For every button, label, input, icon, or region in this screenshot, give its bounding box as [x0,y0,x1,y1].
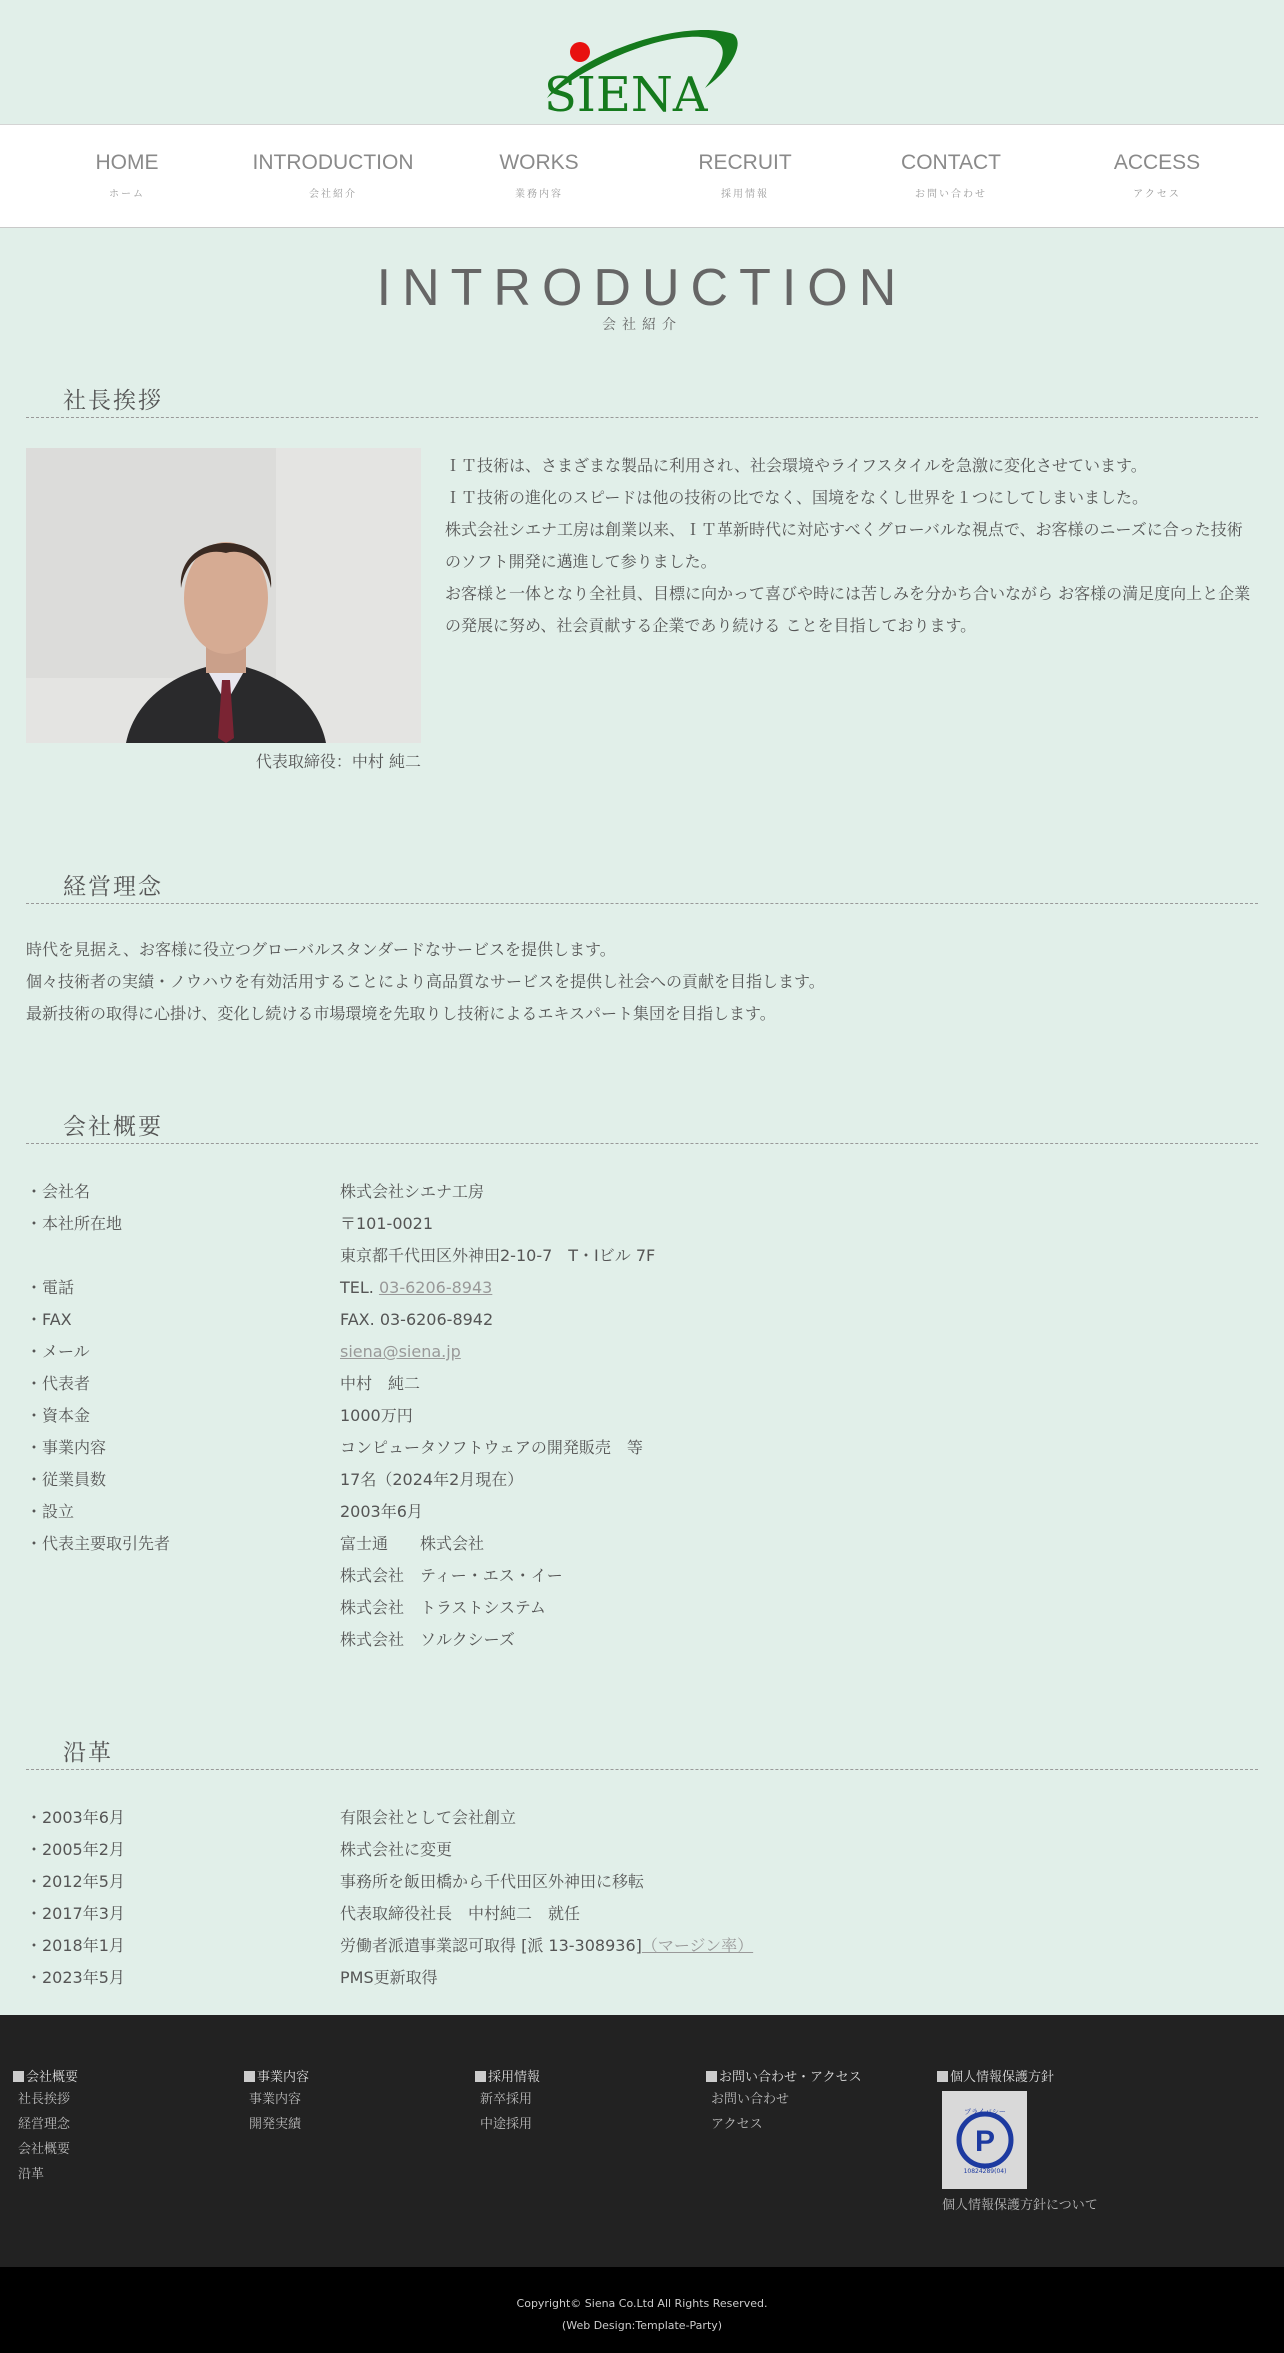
table-row [26,1272,1258,1304]
footer-link[interactable]: 沿革 [18,2167,45,2182]
overview-section [26,1108,1258,1656]
table-row [26,1304,1258,1336]
footer-heading: 個人情報保護方針 [937,2069,1168,2087]
row-value: 17名（2024年2月現在） [340,1470,524,1489]
footer-column [475,2069,706,2267]
privacy-policy-link[interactable]: 個人情報保護方針について [942,2198,1098,2213]
history-text: PMS更新取得 [340,1968,438,1987]
president-photo [26,448,421,743]
client-name: 株式会社 ソルクシーズ [340,1630,515,1649]
page-title-en: INTRODUCTION [376,259,908,317]
client-name: 富士通 株式会社 [340,1534,485,1553]
square-bullet-icon [13,2071,24,2082]
table-row [26,1208,1258,1272]
philosophy-section [26,868,1258,1030]
row-key: ・従業員数 [26,1470,107,1489]
row-value: 中村 純二 [340,1374,421,1393]
history-table [26,1802,1258,1994]
svg-text:P: P [974,2125,995,2158]
page-title [0,258,1284,334]
row-key: ・本社所在地 [26,1214,123,1233]
table-row [26,1898,1258,1930]
table-row [26,1834,1258,1866]
row-key: ・設立 [26,1502,75,1521]
section-heading: 沿革 [26,1734,1258,1770]
footer-link[interactable]: 経営理念 [18,2117,71,2132]
footer-link[interactable]: アクセス [711,2117,763,2132]
row-value: 東京都千代田区外神田2-10-7 T・Iビル 7F [340,1246,656,1265]
copyright-text: Copyright© Siena Co.Ltd All Rights Reserved. [516,2297,768,2310]
table-row [26,1528,1258,1656]
nav-sublabel: 業務内容 [515,189,563,200]
nav-item-home[interactable] [24,125,230,227]
greeting-line: お客様と一体となり全社員、目標に向かって喜びや時には苦しみを分かち合いながら お客様の満足度向上と企業の発展に努め、社会貢献する企業であり続ける ことを目指しております。 [445,584,1251,635]
row-value: 株式会社シエナ工房 [340,1182,485,1201]
privacy-mark-number: 10824289(04) [963,2168,1006,2175]
table-row [26,1930,1258,1962]
footer-column [937,2069,1168,2267]
section-heading: 社長挨拶 [26,382,1258,418]
footer-heading: 事業内容 [244,2069,475,2087]
greeting-section [26,382,1258,772]
nav-item-introduction[interactable] [230,125,436,227]
table-row [26,1400,1258,1432]
nav-item-contact[interactable] [848,125,1054,227]
history-date: ・2005年2月 [26,1840,125,1859]
tel-link[interactable]: 03-6206-8943 [378,1278,493,1297]
footer-column [706,2069,937,2267]
greeting-line: ＩＴ技術の進化のスピードは他の技術の比でなく、国境をなくし世界を１つにしてしまいました。 [445,488,1149,507]
history-text: 株式会社に変更 [340,1840,453,1859]
nav-label: INTRODUCTION [252,151,414,174]
nav-label: RECRUIT [698,151,792,174]
overview-table [26,1176,1258,1656]
row-value: 1000万円 [340,1406,413,1425]
square-bullet-icon [475,2071,486,2082]
table-row [26,1866,1258,1898]
nav-sublabel: 会社紹介 [309,189,357,200]
copyright-bar [0,2267,1284,2353]
nav-item-works[interactable] [436,125,642,227]
history-text: 代表取締役社長 中村純二 就任 [340,1904,581,1923]
history-text: 有限会社として会社創立 [340,1808,517,1827]
table-row [26,1802,1258,1834]
table-row [26,1464,1258,1496]
philosophy-line: 時代を見据え、お客様に役立つグローバルスタンダードなサービスを提供します。 [26,940,616,959]
row-key: ・電話 [26,1278,75,1297]
row-value: FAX. 03-6206-8942 [340,1310,494,1329]
row-key: ・メール [26,1342,90,1361]
nav-label: WORKS [499,151,579,174]
footer-link[interactable]: 会社概要 [18,2142,71,2157]
row-key: ・資本金 [26,1406,91,1425]
email-link[interactable]: siena@siena.jp [340,1342,461,1361]
history-text: 労働者派遣事業認可取得 [派 13-308936] [340,1936,642,1955]
nav-sublabel: アクセス [1133,189,1181,200]
nav-label: ACCESS [1113,151,1201,174]
table-row [26,1432,1258,1464]
history-date: ・2018年1月 [26,1936,125,1955]
philosophy-line: 個々技術者の実績・ノウハウを有効活用することにより高品質なサービスを提供し社会への貢献を目指します。 [26,972,825,991]
logo-text: SIENA [544,67,708,112]
row-value: 2003年6月 [340,1502,423,1521]
privacy-mark-icon[interactable] [942,2091,1027,2189]
footer-column [244,2069,475,2267]
philosophy-line: 最新技術の取得に心掛け、変化し続ける市場環境を先取りし技術によるエキスパート集団を目指します。 [26,1004,776,1023]
section-heading: 会社概要 [26,1108,1258,1144]
table-row [26,1176,1258,1208]
history-section [26,1734,1258,1994]
main-nav [0,124,1284,228]
footer-link[interactable]: 事業内容 [249,2092,302,2107]
history-date: ・2003年6月 [26,1808,125,1827]
logo-swoosh-icon [537,12,747,112]
footer-heading: 採用情報 [475,2069,706,2087]
table-row [26,1368,1258,1400]
nav-sublabel: お問い合わせ [915,189,987,200]
table-row [26,1336,1258,1368]
client-name: 株式会社 ティー・エス・イー [340,1566,563,1585]
row-key: ・代表主要取引先者 [26,1534,171,1553]
nav-label: HOME [95,151,159,174]
row-key: ・事業内容 [26,1438,107,1457]
tel-prefix: TEL. [340,1278,379,1297]
square-bullet-icon [244,2071,255,2082]
history-date: ・2017年3月 [26,1904,125,1923]
design-credit-text[interactable]: (Web Design:Template-Party) [561,2319,723,2332]
row-key: ・FAX [26,1310,72,1329]
square-bullet-icon [937,2071,948,2082]
siena-logo[interactable] [537,12,747,112]
footer-link[interactable]: 開発実績 [249,2117,302,2132]
photo-caption: 代表取締役：中村 純二 [255,752,421,771]
row-key: ・会社名 [26,1182,91,1201]
footer-link[interactable]: 中途採用 [480,2117,533,2132]
nav-sublabel: 採用情報 [721,189,769,200]
row-value: 〒101-0021 [340,1214,434,1233]
footer-column [13,2069,244,2267]
square-bullet-icon [706,2071,717,2082]
margin-rate-link[interactable]: （マージン率） [641,1936,754,1955]
section-heading: 経営理念 [26,868,1258,904]
nav-item-access[interactable] [1054,125,1260,227]
table-row [26,1962,1258,1994]
site-footer [0,2015,1284,2267]
history-date: ・2012年5月 [26,1872,125,1891]
footer-heading: 会社概要 [13,2069,244,2087]
privacy-mark-graphic [950,2105,1020,2175]
nav-label: CONTACT [901,151,1001,174]
nav-sublabel: ホーム [109,189,145,200]
history-date: ・2023年5月 [26,1968,125,1987]
page-title-ja: 会社紹介 [602,317,682,333]
greeting-line: ＩＴ技術は、さまざまな製品に利用され、社会環境やライフスタイルを急激に変化させています。 [445,456,1147,475]
row-key: ・代表者 [26,1374,91,1393]
footer-link[interactable]: 新卒採用 [480,2092,533,2107]
greeting-text [445,450,1258,772]
nav-item-recruit[interactable] [642,125,848,227]
privacy-mark-text: プライバシー [963,2108,1006,2116]
footer-heading: お問い合わせ・アクセス [706,2069,937,2087]
footer-link[interactable]: お問い合わせ [711,2092,790,2107]
history-text: 事務所を飯田橋から千代田区外神田に移転 [340,1872,645,1891]
client-name: 株式会社 トラストシステム [340,1598,546,1617]
table-row [26,1496,1258,1528]
site-header [0,0,1284,124]
row-value: コンピュータソフトウェアの開発販売 等 [340,1438,643,1457]
footer-link[interactable]: 社長挨拶 [18,2092,71,2107]
greeting-line: 株式会社シエナ工房は創業以来、ＩＴ革新時代に対応すべくグローバルな視点で、お客様のニーズに合った技術のソフト開発に邁進して参りました。 [445,520,1243,571]
